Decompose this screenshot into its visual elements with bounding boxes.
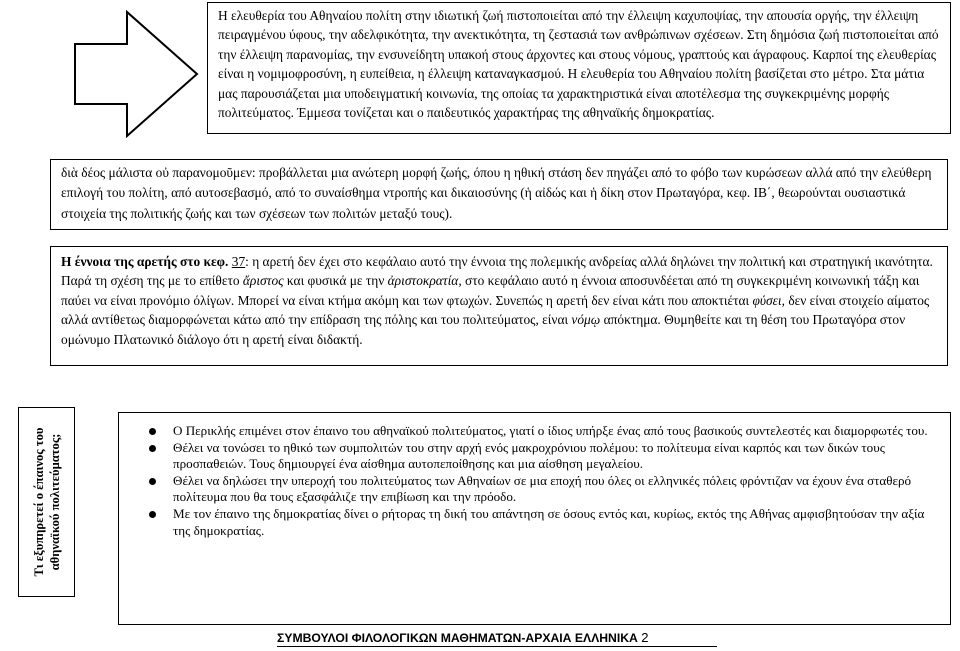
bullet-icon: [149, 511, 156, 518]
virtue-title: Η έννοια της αρετής στο κεφ.: [61, 254, 229, 269]
side-question-box: [18, 407, 75, 597]
virtue-concept-box: [50, 246, 948, 366]
chapter-number: 37: [231, 254, 246, 269]
virtue-text-part: απόκτημα. Θυμηθείτε και τη θέση του Πρωταγόρα στον ομώνυμο Πλατωνικό διάλογο ότι η αρετή είναι διδακτή.: [61, 312, 906, 347]
list-item: [173, 506, 938, 539]
page-number: 2: [641, 630, 649, 645]
praise-reasons-box: [118, 412, 951, 625]
virtue-text-part: και φυσικά με την: [283, 273, 388, 289]
footer-title: ΣΥΜΒΟΥΛΟΙ ΦΙΛΟΛΟΓΙΚΩΝ ΜΑΘΗΜΑΤΩΝ-ΑΡΧΑΙΑ ΕΛΛΗΝΙΚΑ: [277, 631, 638, 645]
list-item: [173, 423, 938, 440]
fear-law-text: διὰ δέος μάλιστα οὐ παρανομοῦμεν: προβάλλεται μια ανώτερη μορφή ζωής, όπου η ηθική στάση δεν πηγάζει από το φόβο των κυρώσεων αλλά από την ελεύθερη επιλογή του πολίτη, από αυτοσεβασμό, από το συναίσθημα ντροπής και δικαιοσύνης (ἡ αἰδώς και ἡ δίκη στον Πρωταγόρα, κεφ. ΙΒ΄, θεωρούνται ουσιαστικά στοιχεία της πολιτικής ζωής και των σχέσεων των πολιτών μεταξύ τους).: [61, 165, 932, 221]
virtue-word: φύσει: [752, 292, 782, 308]
virtue-word: ἀριστοκρατία: [387, 273, 459, 289]
bullet-icon: [149, 478, 156, 485]
list-item: [173, 440, 938, 473]
virtue-word: νόμῳ: [571, 312, 601, 328]
virtue-word: ἄριστος: [242, 273, 284, 289]
list-item-text: Θέλει να τονώσει το ηθικό των συμπολιτών του στην αρχή ενός μακροχρόνιου πολέμου: το πολίτευμα είναι καρπός και των δικών τους προσπαθειών. Τους δημιουργεί ένα αίσθημα αυτοπεποίθησης και μια αίσθηση μεγαλείου.: [173, 439, 885, 472]
freedom-summary-box: [207, 2, 951, 134]
freedom-summary-text: Η ελευθερία του Αθηναίου πολίτη στην ιδιωτική ζωή πιστοποιείται από την έλλειψη καχυποψίας, την απουσία οργής, την έλλειψη πειραγμένου ύφους, την αδελφικότητα, την ανεκτικότητα, τη ζεστασιά των ανθρώπινων σχέσεων. Στη δημόσια ζωή πιστοποιείται από την έλλειψη παρανομίας, την ενσυνείδητη υπακοή στους άρχοντες και στους νόμους, γραπτούς και άγραφους. Καρποί της ελευθερίας είναι η νομιμοφροσύνη, η ευπείθεια, η έλλειψη καταναγκασμού. Η ελευθερία του Αθηναίου πολίτη βασίζεται στο μέτρο. Στα μάτια μας παρουσιάζεται μια υποδειγματική κοινωνία, της οποίας τα χαρακτηριστικά είναι αποτέλεσμα της συγκεκριμένης μορφής πολιτεύματος. Έμμεσα τονίζεται και ο παιδευτικός χαρακτήρας της αθηναϊκής δημοκρατίας.: [218, 8, 939, 121]
list-item-text: Θέλει να δηλώσει την υπεροχή του πολιτεύματος των Αθηναίων σε μια εποχή που όλες οι ελληνικές πόλεις φρόντιζαν να έχουν ένα σταθερό πολίτευμα που θα τους εξασφάλιζε την επιβίωση και την πρόοδο.: [173, 472, 912, 505]
virtue-text-part: : η αρετή δεν έχει στο κεφάλαιο αυτό την έννοια της πολεμικής ανδρείας αλλά δηλώνει την πολιτική και στρατηγική ικανότητα. Παρά τη σχέση της με το επίθετο: [61, 254, 933, 289]
list-item: [173, 473, 938, 506]
bullet-icon: [149, 445, 156, 452]
virtue-text-part: , δεν είναι στοιχείο αίματος αλλά αντίθετως διαμορφώνεται κάτω από την επίδραση της πόλης και του πολιτεύματος, είναι: [61, 292, 930, 328]
list-item-text: Με τον έπαινο της δημοκρατίας δίνει ο ρήτορας τη δική του απάντηση σε όσους εντός και, κυρίως, εκτός της Αθήνας αμφισβητούσαν την αξία της δημοκρατίας.: [173, 505, 925, 538]
virtue-concept-text: [61, 252, 937, 349]
bullet-icon: [149, 428, 156, 435]
list-item-text: Ο Περικλής επιμένει στον έπαινο του αθηναϊκού πολιτεύματος, γιατί ο ίδιος υπήρξε ένας από τους βασικούς συντελεστές και διαμορφωτές του.: [173, 423, 928, 438]
page-footer: [277, 631, 717, 647]
right-arrow-outline-icon: [73, 10, 199, 138]
side-question-text: Τι εξυπηρετεί ο έπαινος του αθηναϊκού πολιτεύματος;: [31, 427, 62, 577]
virtue-text-part: , στο κεφάλαιο αυτό η έννοια αποσυνδέεται από τη συγκεκριμένη κοινωνική τάξη και παύει να είναι προνόμιο όλίγων. Μπορεί να είναι κτήμα ακόμη και των φτωχών. Συνεπώς η αρετή δεν είναι κάτι που αποκτιέται: [61, 273, 920, 308]
fear-law-box: [50, 159, 948, 230]
praise-reasons-list: [147, 423, 938, 539]
